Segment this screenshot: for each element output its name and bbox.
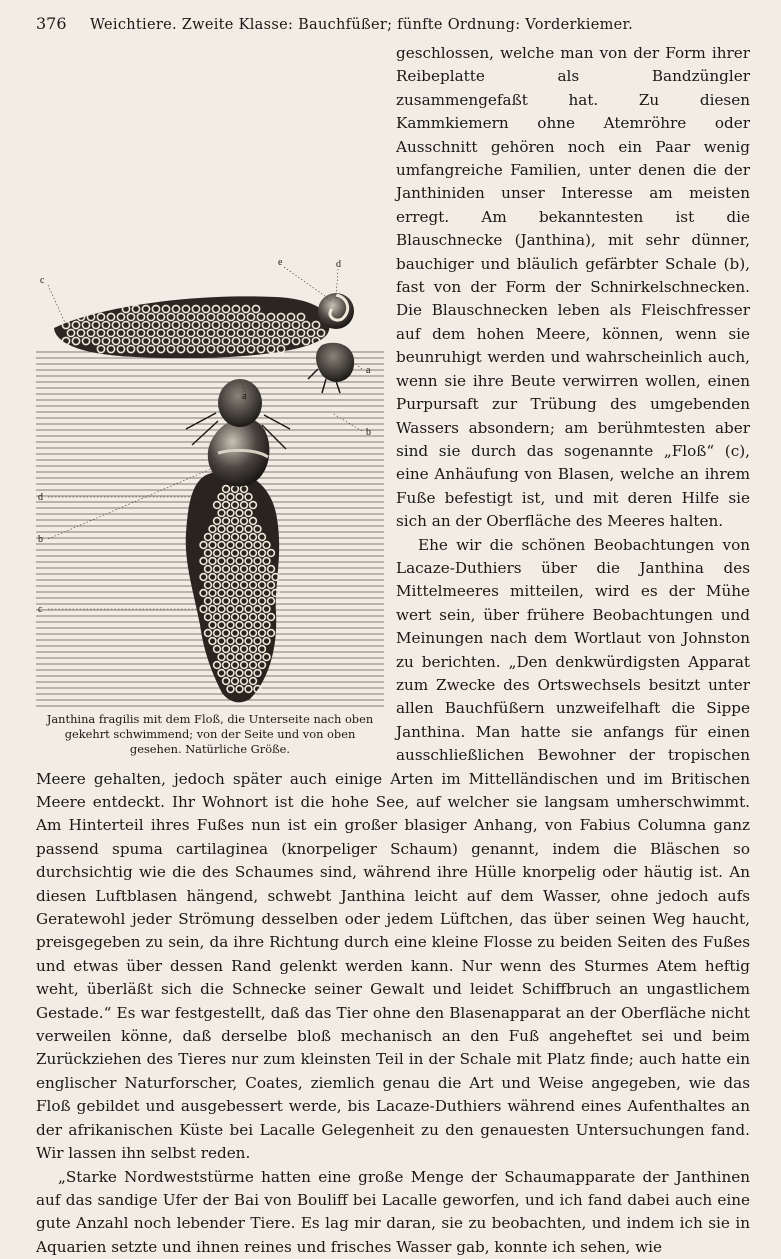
page-number: 376 xyxy=(36,14,90,33)
running-title: Weichtiere. Zweite Klasse: Bauchfüßer; fünfte Ordnung: Vorderkiemer. xyxy=(90,17,750,33)
label-d-left: d xyxy=(38,492,43,503)
label-d-top: d xyxy=(336,259,341,270)
label-b-right: b xyxy=(366,427,371,438)
figure-caption: Janthina fragilis mit dem Floß, die Unterseite nach oben gekehrt schwimmend; von der Seite und von oben gesehen. Natürliche Größe. xyxy=(36,708,384,757)
paragraph-1: geschlossen, welche man von der Form ihrer Reibeplatte als Bandzüngler zusammengefaßt hat. Zu diesen Kammkiemern ohne Atemröhre oder Ausschnitt gehören noch ein Paar wenig umfangreiche Familien, unter denen die der Janthiniden unser Interesse am meisten erregt. Am bekanntesten ist die Blauschnecke (Janthina), mit sehr dünner, bauchiger und bläulich gefärbter Schale (b), fast von der Form der Schnirkelschnecken. Die Blauschnecken leben als Fleischfresser auf dem hohen Meere, können, wenn sie beunruhigt werden und wahrscheinlich auch, wenn sie ihre Beute verwirren wollen, einen Purpursaft zur Trübung des umgebenden Wassers absondern; am berühmtesten aber sind sie durch das sogenannte „Floß“ (c), eine Anhäufung von Blasen, welche an ihrem Fuße befestigt ist, und mit deren Hilfe sie sich an der Oberfläche des Meeres halten. xyxy=(36,42,750,534)
label-a-center: a xyxy=(242,391,247,402)
paragraph-2: Ehe wir die schönen Beobachtungen von Lacaze-Duthiers über die Janthina des Mittelmeeres mitteilen, wird es der Mühe wert sein, über frühere Beobachtungen und Meinungen nach dem Wortlaut von Johnston zu berichten. „Den denkwürdigsten Apparat zum Zwecke des Ortswechsels besitzt unter allen Bauchfüßern unzweifelhaft die Sippe Janthina. Man hatte sie anfangs für einen ausschließlichen Bewohner der tropischen Meere gehalten, jedoch später auch einige Arten im Mittelländischen und im Britischen Meere entdeckt. Ihr Wohnort ist die hohe See, auf welcher sie langsam umherschwimmt. Am Hinterteil ihres Fußes nun ist ein großer blasiger Anhang, von Fabius Columna ganz passend spuma cartilaginea (knorpeliger Schaum) genannt, indem die Bläschen so durchsichtig wie die des Schaumes sind, während ihre Hülle knorpelig oder häutig ist. An diesen Luftblasen hängend, schwebt Janthina leicht auf dem Wasser, ohne jedoch aufs Geratewohl jeder Strömung desselben oder jedem Lüftchen, das über seinen Weg haucht, preisgegeben zu sein, da ihre Richtung durch eine kleine Flosse zu beiden Seiten des Fußes und etwas über dessen Rand gelenkt werden kann. Nur wenn des Sturmes Atem heftig weht, überläßt sich die Schnecke seiner Gewalt und leidet Schiffbruch an ungastlichem Gestade.“ Es war festgestellt, daß das Tier ohne den Blasenapparat an der Oberfläche nicht verweilen könne, daß derselbe bloß mechanisch an den Fuß angeheftet sei und beim Zurückziehen des Tieres nur zum kleinsten Teil in der Schale mit Platz finde; auch hatte ein englischer Naturforscher, Coates, ziemlich genau die Art und Weise angegeben, wie das Floß gebildet und ausgebessert werde, bis Lacaze-Duthiers während eines Aufenthaltes an der afrikanischen Küste bei Lacalle Gelegenheit zu den genauesten Untersuchungen fand. Wir lassen ihn selbst reden. xyxy=(36,534,750,1166)
label-a-right: a xyxy=(366,365,371,376)
label-e: e xyxy=(278,257,283,268)
janthina-illustration xyxy=(36,253,384,708)
label-c-left: c xyxy=(38,604,43,615)
janthina-figure xyxy=(36,253,384,757)
book-page xyxy=(36,14,750,1259)
running-header xyxy=(36,14,750,42)
paragraph-3: „Starke Nordweststürme hatten eine große Menge der Schaumapparate der Janthinen auf das sandige Ufer der Bai von Bouliff bei Lacalle geworfen, und ich fand dabei auch eine gute Anzahl noch lebender Tiere. Es lag mir daran, sie zu beobachten, und indem ich sie in Aquarien setzte und ihnen reines und frisches Wasser gab, konnte ich sehen, wie xyxy=(36,1166,750,1259)
label-c-top: c xyxy=(40,275,45,286)
label-b-left: b xyxy=(38,534,43,545)
